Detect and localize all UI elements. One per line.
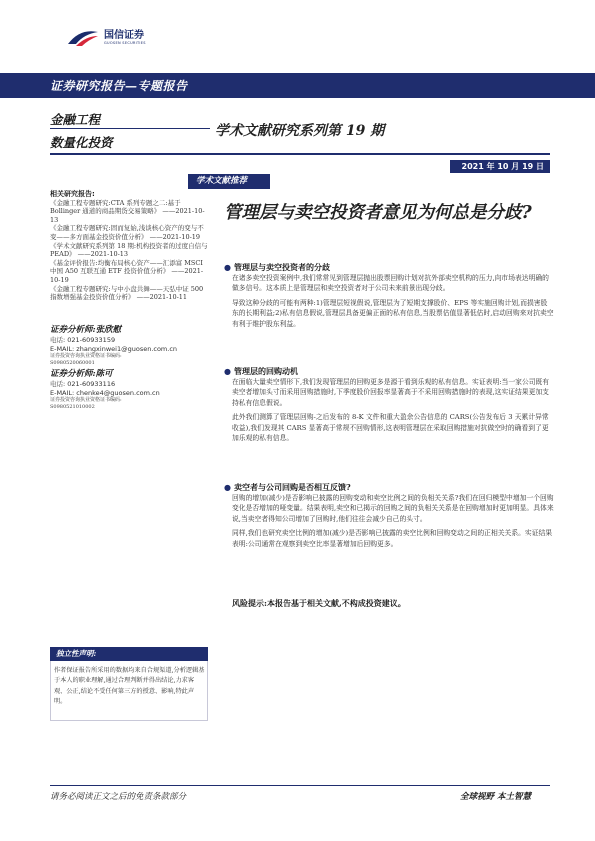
section-title: 卖空者与公司回购是否相互反馈? xyxy=(233,482,351,492)
analyst-cert: S0980520060001 xyxy=(50,360,95,366)
risk-warning: 风险提示:本报告基于相关文献,不构成投资建议。 xyxy=(232,598,406,608)
section-tag: 学术文献推荐 xyxy=(188,174,270,189)
related-item[interactable]: 《基金评价报告:均衡布局核心资产——汇添富 MSCI 中国 A50 互联互通 ETF 投资价值分析》 ——2021-10-19 xyxy=(50,258,204,284)
related-item[interactable]: 《金融工程专题研究:CTA 系列专题之二:基于 Bollinger 通道的商品期货交易策略》 ——2021-10-13 xyxy=(50,198,205,224)
logo-name: 国信证券 xyxy=(104,29,144,41)
related-reports xyxy=(50,190,208,302)
analyst-phone: 电话: 021-60933159 xyxy=(50,336,116,344)
analyst-cert: S0980521010002 xyxy=(50,404,95,410)
related-item[interactable]: 《金融工程专题研究:与中小盘共舞——天弘中证 500 指数增强基金投资价值分析》 ——2021-10-11 xyxy=(50,284,204,302)
logo-subtitle: GUOSEN SECURITIES xyxy=(104,40,146,45)
report-date: 2021 年 10 月 19 日 xyxy=(450,160,550,173)
paragraph: 此外我们测算了管理层回购-之后发布的 8-K 文件和重大盈余公告信息的 CARS(公告发布后 3 天累计异常收益),我们发现其 CARS 显著高于常规不回购情形,这表明管理层在采取回购措施对抗做空时的确看到了更加乐观的私有信息。 xyxy=(232,413,549,443)
logo-mark-icon xyxy=(66,26,100,48)
related-item[interactable]: 《学术文献研究系列第 18 期:机构投资者的过度自信与 PEAD》 ——2021-10-13 xyxy=(50,241,208,259)
series-title: 学术文献研究系列第 19 期 xyxy=(215,123,385,139)
section-1 xyxy=(224,262,554,329)
footer-slogan: 全球视野 本土智慧 xyxy=(460,792,531,802)
main-title: 管理层与卖空投资者意见为何总是分歧? xyxy=(224,203,532,223)
related-heading: 相关研究报告: xyxy=(50,190,95,198)
analyst-heading: 证券分析师:陈可 xyxy=(50,369,113,379)
analyst-phone: 电话: 021-60933116 xyxy=(50,380,116,388)
paragraph: 在诸多卖空投资案例中,我们常常见到管理层抛出股票回购计划对抗外部卖空机构的压力,向市场表达明确的做多信号。这本质上是管理层和卖空投资者对于公司未来前景出现分歧。 xyxy=(232,274,549,293)
independence-text: 作者保证报告所采用的数据均来自合规渠道,分析逻辑基于本人的职业理解,通过合理判断并得出结论,力求客观、公正,结论不受任何第三方的授意、影响,特此声明。 xyxy=(54,667,205,706)
analyst-email[interactable]: E-MAIL: chenke4@guosen.com.cn xyxy=(50,388,160,397)
bullet-icon: ● xyxy=(224,262,231,272)
section-title: 管理层与卖空投资者的分歧 xyxy=(233,262,330,272)
section-heading xyxy=(224,366,554,377)
footer-disclaimer: 请务必阅读正文之后的免责条款部分 xyxy=(50,792,187,802)
report-type-bar xyxy=(0,73,595,98)
bullet-icon: ● xyxy=(224,482,231,492)
divider xyxy=(50,128,210,129)
paragraph: 导致这种分歧的可能有两种:1)管理层短视假说,管理层为了短期支撑股价、EPS 等实施回购计划,而损害股东的长期利益;2)私有信息假说,管理层具备更偏正面的私有信息,当股票估值显著低估时,启动回购来对抗卖空有利于维护股东利益。 xyxy=(232,298,554,328)
paragraph: 在面临大量卖空情形下,我们发现管理层的回购更多是源于看到乐观的私有信息。实证表明:当一家公司既有卖空者增加头寸而采用回购措施时,下季度股价回报率显著高于不采用回购措施时的表现,这实证结果更加支持私有信息假说。 xyxy=(232,378,550,407)
related-item[interactable]: 《金融工程专题研究:固而复始,浅谈核心资产的变与不变——多方面基金投资价值分析》 ——2021-10-19 xyxy=(50,224,204,241)
company-logo xyxy=(66,26,146,48)
section-title: 管理层的回购动机 xyxy=(233,366,298,376)
divider xyxy=(50,153,550,155)
analyst-email[interactable]: E-MAIL: zhangxinwei1@guosen.com.cn xyxy=(50,344,178,353)
section-heading xyxy=(224,482,554,493)
analyst-cert-label: 证券投资咨询执业资格证书编码: xyxy=(50,397,122,403)
independence-heading: 独立性声明: xyxy=(50,647,208,661)
section-3 xyxy=(224,482,554,549)
report-type-label: 证券研究报告—专题报告 xyxy=(50,79,188,93)
footer-divider xyxy=(50,785,550,786)
analyst-block xyxy=(50,325,208,411)
category-line2: 数量化投资 xyxy=(50,135,113,150)
category-line1: 金融工程 xyxy=(50,112,101,127)
paragraph: 同样,我们也研究卖空比例的增加(减少)是否影响已披露的卖空比例和回购变动之间的正相关关系。实证结果表明:公司通常在观察到卖空比率显著增加后回购更多。 xyxy=(232,529,553,548)
paragraph: 回购的增加(减少)是否影响已披露的回购变动和卖空比例之间的负相关关系?我们在回归模型中增加一个回购变化是否增加的哑变量。结果表明,卖空和已揭示的回购之间的负相关关系是在回购增加时更加明显。具体来说,当卖空者得知公司增加了回购时,他们往往会减少自己的头寸。 xyxy=(232,494,554,523)
analyst-heading: 证券分析师:张欣慰 xyxy=(50,325,122,335)
section-2 xyxy=(224,366,554,443)
section-heading xyxy=(224,262,554,273)
analyst-cert-label: 证券投资咨询执业资格证书编码: xyxy=(50,353,122,359)
bullet-icon: ● xyxy=(224,366,231,376)
